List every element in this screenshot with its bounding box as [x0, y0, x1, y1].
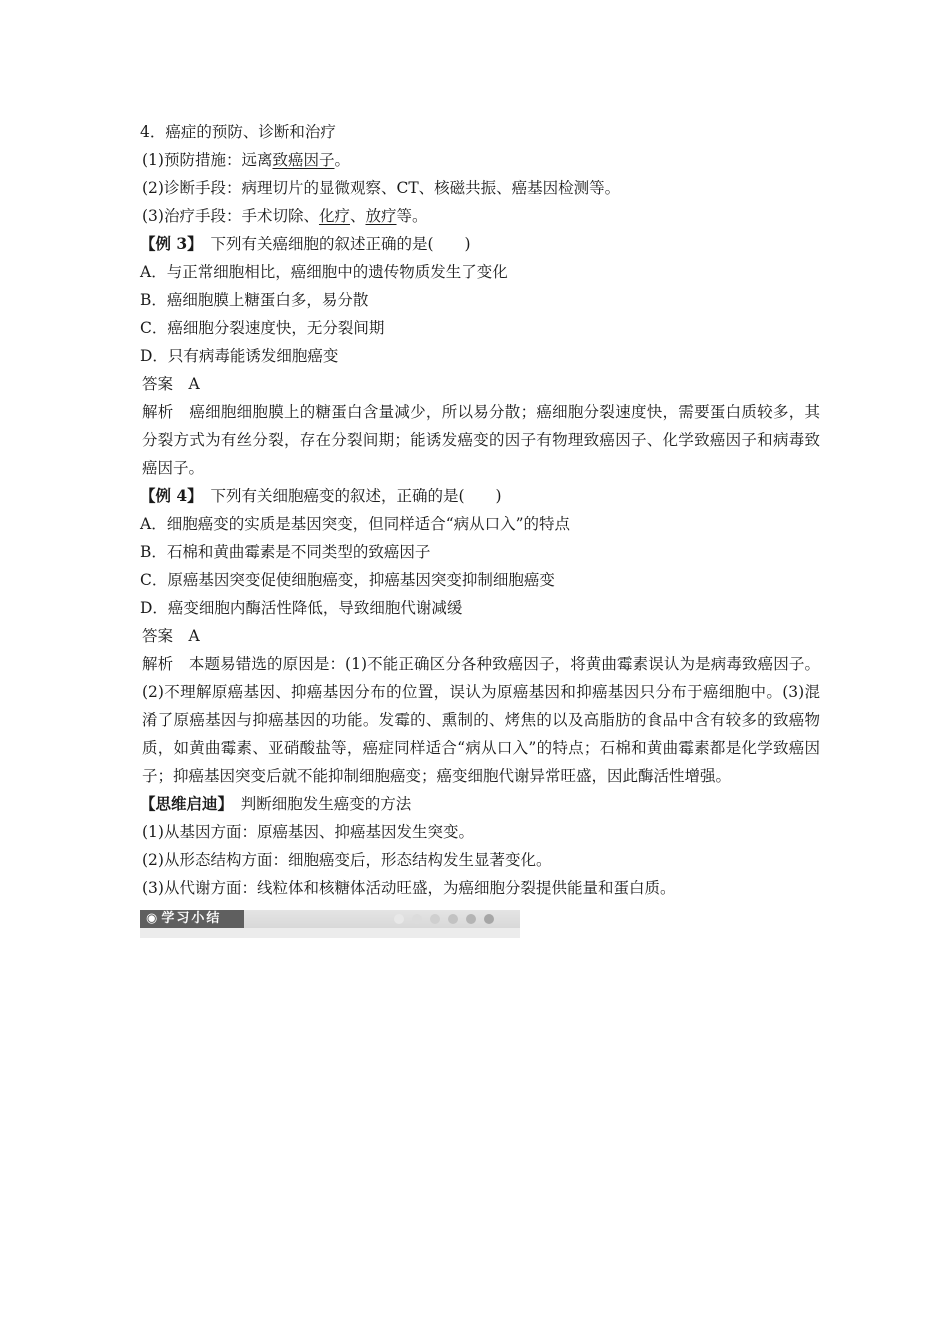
example-3-option-a: A．与正常细胞相比，癌细胞中的遗传物质发生了变化 — [140, 263, 508, 281]
example-3-answer: 答案 A — [142, 375, 200, 393]
decor-dot — [412, 914, 422, 924]
example-3-analysis: 解析 癌细胞细胞膜上的糖蛋白含量减少，所以易分散；癌细胞分裂速度快，需要蛋白质较多，其分裂方式为有丝分裂，存在分裂间期；能诱发癌变的因子有物理致癌因子、化学致癌因子和病毒致癌因子。 — [142, 403, 820, 477]
underlined-term: 放疗 — [365, 207, 397, 225]
underlined-term: 致癌因子 — [272, 151, 335, 169]
underlined-term: 化疗 — [318, 207, 350, 225]
prevention-line: (1)预防措施：远离致癌因子。 — [142, 151, 350, 169]
section-banner — [140, 910, 520, 940]
document-page — [140, 118, 820, 940]
decor-dot — [448, 914, 458, 924]
tips-item: (1)从基因方面：原癌基因、抑癌基因发生突变。 — [142, 823, 474, 841]
decor-dot — [484, 914, 494, 924]
example-4-option-a: A．细胞癌变的实质是基因突变，但同样适合“病从口入”的特点 — [140, 515, 571, 533]
treatment-line: (3)治疗手段：手术切除、化疗、放疗等。 — [142, 207, 428, 225]
example-tag: 【例 3】 — [140, 234, 195, 253]
example-4-option-c: C．原癌基因突变促使细胞癌变，抑癌基因突变抑制细胞癌变 — [140, 571, 555, 589]
example-3-question: 【例 3】 下列有关癌细胞的叙述正确的是( ) — [140, 234, 471, 253]
example-4-answer: 答案 A — [142, 627, 200, 645]
decor-dot — [394, 914, 404, 924]
decor-dot — [466, 914, 476, 924]
circle-dot-icon: ◉ — [146, 911, 158, 926]
tips-item: (3)从代谢方面：线粒体和核糖体活动旺盛，为癌细胞分裂提供能量和蛋白质。 — [142, 879, 676, 897]
example-3-option-d: D．只有病毒能诱发细胞癌变 — [140, 347, 339, 365]
banner-dots — [394, 914, 494, 924]
decor-dot — [430, 914, 440, 924]
example-4-option-b: B．石棉和黄曲霉素是不同类型的致癌因子 — [140, 543, 431, 561]
diagnosis-line: (2)诊断手段：病理切片的显微观察、CT、核磁共振、癌基因检测等。 — [142, 179, 621, 197]
example-4-option-d: D．癌变细胞内酶活性降低，导致细胞代谢减缓 — [140, 599, 463, 617]
tips-heading: 【思维启迪】 判断细胞发生癌变的方法 — [140, 794, 412, 813]
example-4-question: 【例 4】 下列有关细胞癌变的叙述，正确的是( ) — [140, 486, 502, 505]
example-3-option-c: C．癌细胞分裂速度快，无分裂间期 — [140, 319, 385, 337]
example-4-analysis: 解析 本题易错选的原因是：(1)不能正确区分各种致癌因子，将黄曲霉素误认为是病毒致癌因子。(2)不理解原癌基因、抑癌基因分布的位置，误认为原癌基因和抑癌基因只分布于癌细胞中。(3)混淆了原癌基因与抑癌基因的功能。发霉的、熏制的、烤焦的以及高脂肪的食品中含有较多的致癌物质，如黄曲霉素、亚硝酸盐等，癌症同样适合“病从口入”的特点；石棉和黄曲霉素都是化学致癌因子；抑癌基因突变后就不能抑制细胞癌变；癌变细胞代谢异常旺盛，因此酶活性增强。 — [142, 655, 820, 785]
example-3-option-b: B．癌细胞膜上糖蛋白多，易分散 — [140, 291, 369, 309]
section-title: 4．癌症的预防、诊断和治疗 — [140, 123, 336, 141]
tips-item: (2)从形态结构方面：细胞癌变后，形态结构发生显著变化。 — [142, 851, 552, 869]
tips-tag: 【思维启迪】 — [140, 794, 226, 813]
example-tag: 【例 4】 — [140, 486, 195, 505]
banner-label: ◉ 学习小结 — [140, 910, 244, 928]
